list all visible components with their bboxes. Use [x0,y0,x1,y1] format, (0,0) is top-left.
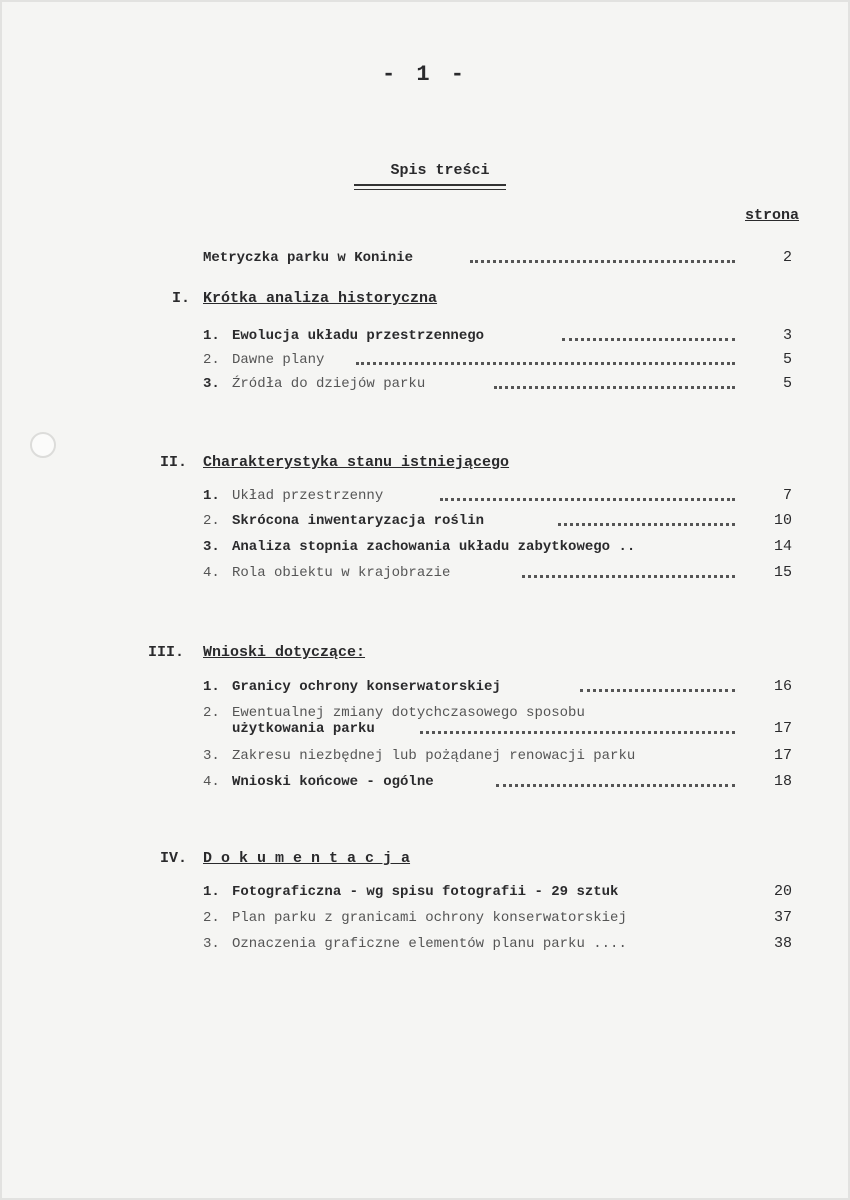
toc-entry-page: 16 [773,678,792,695]
toc-entry-page: 20 [773,883,792,900]
toc-entry-page: 7 [782,487,792,504]
toc-entry-page: 5 [782,375,792,392]
toc-entry-text: Fotograficzna - wg spisu fotografii - 29 sztuk [232,884,619,900]
toc-entry-text: Zakresu niezbędnej lub pożądanej renowacji parku [232,748,636,764]
toc-entry-text: Dawne plany [232,352,325,368]
toc-entry-text: Plan parku z granicami ochrony konserwatorskiej [232,910,627,926]
dot-leader [356,362,735,365]
dot-leader [496,784,735,787]
toc-entry-num: 1. [203,884,220,900]
toc-entry-page: 38 [773,935,792,952]
dot-leader [494,386,735,389]
toc-entry-num: 1. [203,328,220,344]
section-title: Wnioski dotyczące: [203,644,366,661]
section-numeral: I. [172,290,191,307]
toc-entry-page: 17 [773,720,792,737]
dot-leader [522,575,735,578]
toc-entry-text: Ewentualnej zmiany dotychczasowego sposobu [232,705,585,721]
section-title: D o k u m e n t a c j a [203,850,411,867]
toc-entry-text: Rola obiektu w krajobrazie [232,565,451,581]
section-numeral: IV. [160,850,188,867]
toc-entry-page: 14 [773,538,792,555]
toc-entry-page: 15 [773,564,792,581]
toc-entry-num: 3. [203,748,220,764]
toc-entry-text: Granicy ochrony konserwatorskiej [232,679,501,695]
toc-entry-num: 2. [203,513,220,529]
toc-entry-num: 1. [203,679,220,695]
toc-entry-num: 2. [203,910,220,926]
toc-entry-text: Oznaczenia graficzne elementów planu parku .... [232,936,627,952]
toc-entry-page: 10 [773,512,792,529]
section-numeral: II. [160,454,188,471]
toc-entry-text: Ewolucja układu przestrzennego [232,328,485,344]
dot-leader [558,523,735,526]
toc-entry-text: Skrócona inwentaryzacja roślin [232,513,485,529]
toc-entry-num: 1. [203,488,220,504]
toc-entry-page: 18 [773,773,792,790]
toc-entry-num: 3. [203,376,220,392]
dot-leader [440,498,735,501]
toc-entry-text: Wnioski końcowe - ogólne [232,774,434,790]
punch-hole [30,432,56,458]
section-title: Charakterystyka stanu istniejącego [203,454,510,471]
dot-leader [562,338,735,341]
toc-entry-num: 3. [203,936,220,952]
title-underline [354,184,506,190]
dot-leader [580,689,735,692]
toc-entry-page: 37 [773,909,792,926]
toc-entry-page: 5 [782,351,792,368]
page-column-header: strona [745,207,800,224]
intro-entry-text: Metryczka parku w Koninie [203,250,414,266]
section-title: Krótka analiza historyczna [203,290,438,307]
section-numeral: III. [148,644,185,661]
intro-entry-page: 2 [782,249,792,266]
toc-entry-num: 2. [203,352,220,368]
toc-entry-num: 4. [203,565,220,581]
page-title: Spis treści [390,162,490,179]
toc-entry-num: 2. [203,705,220,721]
toc-entry-text-continued: użytkowania parku [232,721,375,737]
dot-leader [470,260,735,263]
page-number: - 1 - [381,62,468,87]
toc-entry-num: 4. [203,774,220,790]
toc-entry-page: 17 [773,747,792,764]
dot-leader [420,731,735,734]
toc-entry-text: Układ przestrzenny [232,488,384,504]
toc-entry-page: 3 [782,327,792,344]
toc-entry-text: Analiza stopnia zachowania układu zabytkowego .. [232,539,636,555]
toc-entry-num: 3. [203,539,220,555]
toc-entry-text: Źródła do dziejów parku [232,376,426,392]
